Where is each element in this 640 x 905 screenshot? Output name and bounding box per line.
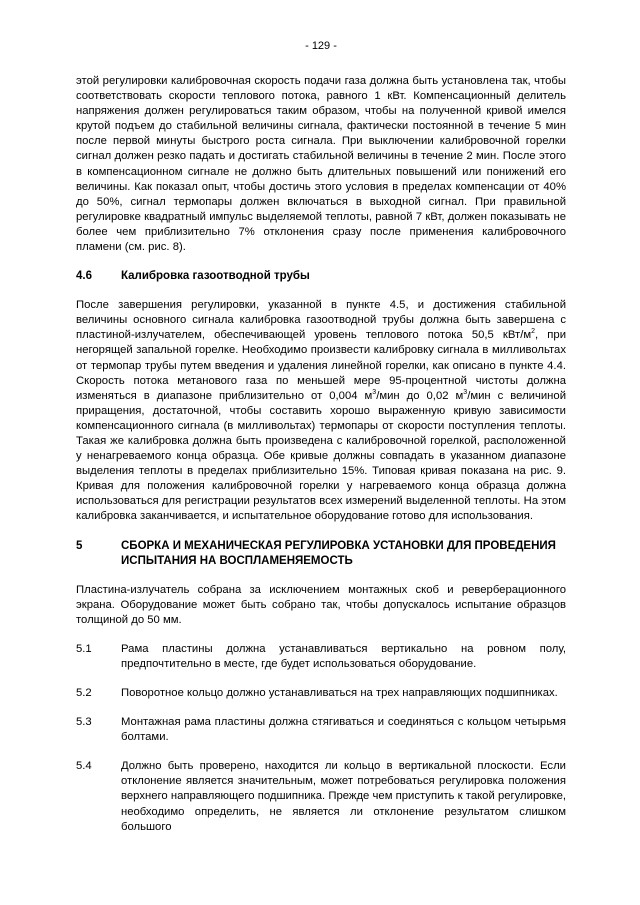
- superscript: 2: [531, 328, 536, 336]
- item-number: 5.2: [76, 687, 92, 699]
- section-number: 5: [76, 539, 83, 552]
- text-run: /мин до 0,02 м: [376, 389, 464, 402]
- item-number: 5.4: [76, 760, 92, 773]
- item-text: Монтажная рама пластины должна стягиваться и соединяться с кольцом четырьмя болтами.: [121, 716, 566, 744]
- text-run: , при негорящей запальной горелке. Необходимо произвести калибровку сигнала в милливольтах от термопар трубы путем введения и удаления линейной горелки, как описано в пункте 4.4. Скорость потока метанового газа по меньшей мере 95-процентной чистоты должна изменяться в диапазоне приблизительно от 0,004 м: [76, 329, 566, 402]
- paragraph-intro: этой регулировки калибровочная скорость подачи газа должна быть установлена так, чтобы соответствовать скорости теплового потока, равного 1 кВт. Компенсационный делитель напряжения должен регулироваться таким образом, чтобы на полученной кривой имелся крутой подъем до стабильной величины сигнала, фактически постоянной в течение 5 мин после первой минуты быстрого роста сигнала. При выключении калибровочной горелки сигнал должен резко падать и достигать стабильной величины в течение 2 мин. После этого в компенсационном сигнале не должно быть длительных повышений или понижений его величины. Как показал опыт, чтобы достичь этого условия в пределах компенсации от 40% до 50%, сигнал термопары должен включаться в выходной сигнал. При правильной регулировке квадратный импульс выделяемой теплоты, равной 7 кВт, должен показывать не более чем приблизительно 7% отклонения сразу после применения калибровочного пламени (см. рис. 8).: [76, 75, 566, 254]
- list-item: [76, 642, 566, 672]
- paragraph-calibration: [76, 298, 566, 524]
- item-text: Должно быть проверено, находится ли кольцо в вертикальной плоскости. Если отклонение является значительным, может потребоваться регулировка положения верхнего направляющего подшипника. Прежде чем приступить к такой регулировке, необходимо определить, не является ли отклонение результатом слишком большого: [121, 760, 566, 833]
- paragraph-section5-intro: Пластина-излучатель собрана за исключением монтажных скоб и реверберационного экрана. Оборудование может быть собрано так, чтобы допускалось испытание образцов толщиной до 50 мм.: [76, 583, 566, 626]
- page-number: - 129 -: [305, 40, 337, 52]
- item-number: 5.1: [76, 642, 92, 655]
- list-item: [76, 715, 566, 745]
- text-run: После завершения регулировки, указанной в пункте 4.5, и достижения стабильной величины основного сигнала калибровка газоотводной трубы должна быть завершена с пластиной-излучателем, обеспечивающей уровень теплового потока 50,5 кВт/м: [76, 299, 566, 342]
- section-number: 4.6: [76, 270, 92, 283]
- text-run: /мин с величиной приращения, достаточной, чтобы составить хорошо выраженную кривую зависимости компенсационного сигнала (в милливольтах) термопары от скорости поступления теплоты. Такая же калибровка должна быть произведена с калибровочной горелкой, расположенной у ненагреваемого конца образца. Обе кривые должны совпадать в указанном диапазоне выделения теплоты в пределах приблизительно 15%. Типовая кривая показана на рис. 9. Кривая для положения калибровочной горелки у нагреваемого конца образца должна использоваться для регистрации результатов всех измерений выделенной теплоты. На этом калибровка заканчивается, и испытательное оборудование готово для использования.: [76, 389, 566, 523]
- section-title: Калибровка газоотводной трубы: [121, 270, 310, 283]
- section-heading-4-6: [76, 269, 566, 284]
- item-text: Поворотное кольцо должно устанавливаться на трех направляющих подшипниках.: [121, 687, 558, 699]
- superscript: 3: [463, 388, 468, 396]
- list-item: [76, 686, 566, 701]
- section-title: СБОРКА И МЕХАНИЧЕСКАЯ РЕГУЛИРОВКА УСТАНОВКИ ДЛЯ ПРОВЕДЕНИЯ ИСПЫТАНИЯ НА ВОСПЛАМЕНЯЕМОСТЬ: [121, 539, 556, 567]
- superscript: 3: [372, 388, 377, 396]
- section-heading-5: [76, 539, 566, 569]
- item-number: 5.3: [76, 716, 92, 729]
- item-text: Рама пластины должна устанавливаться вертикально на ровном полу, предпочтительно в месте, где будет использоваться оборудование.: [121, 642, 566, 670]
- list-item: [76, 759, 566, 834]
- document-page: [76, 40, 566, 835]
